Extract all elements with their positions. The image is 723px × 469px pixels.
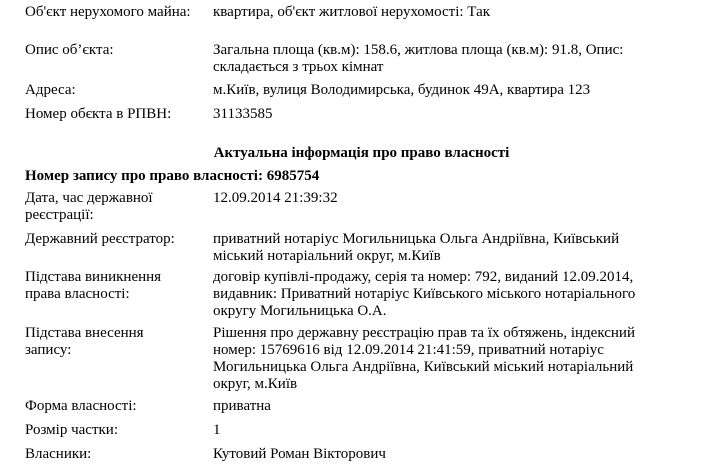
field-value: Рішення про державну реєстрацію прав та їх обтяжень, індексний номер: 15769616 від 12.09.2014 21:41:59, приватний нотаріус Могильницька Ольга Андріївна, Київський міський нотаріальний округ, м.Київ [213, 325, 635, 392]
field-label: Підстава внесення запису: [25, 325, 144, 358]
field-label: Дата, час державної реєстрації: [25, 190, 153, 223]
ownership-section-title: Актуальна інформація про право власності [213, 145, 510, 161]
field-label: Власники: [25, 446, 92, 462]
field-label: Розмір частки: [25, 422, 118, 438]
ownership-record-number: Номер запису про право власності: 6985754 [25, 168, 320, 184]
rpvn-value: 31133585 [213, 106, 273, 122]
field-value: приватний нотаріус Могильницька Ольга Андріївна, Київський міський нотаріальний округ, м.Київ [213, 231, 620, 264]
object-type-label: Об'єкт нерухомого майна: [25, 4, 191, 20]
field-value: Кутовий Роман Вікторович [213, 446, 386, 462]
field-value: 1 [213, 422, 221, 438]
address-value: м.Київ, вулиця Володимирська, будинок 49А, квартира 123 [213, 82, 591, 98]
object-type-value: квартира, об'єкт житлової нерухомості: Так [213, 4, 491, 20]
field-label: Державний реєстратор: [25, 231, 175, 247]
field-label: Підстава виникнення права власності: [25, 269, 162, 302]
object-description-value: Загальна площа (кв.м): 158.6, житлова площа (кв.м): 91.8, Опис: складається з трьох кімнат [213, 42, 624, 75]
field-value: 12.09.2014 21:39:32 [213, 190, 338, 206]
address-label: Адреса: [25, 82, 76, 98]
object-description-label: Опис об’єкта: [25, 42, 114, 58]
rpvn-label: Номер обєкта в РПВН: [25, 106, 172, 122]
field-value: договір купівлі-продажу, серія та номер: 792, виданий 12.09.2014, видавник: Приватний нотаріус Київського міського нотаріального округу Могильницька О.А. [213, 269, 636, 319]
field-value: приватна [213, 398, 271, 414]
field-label: Форма власності: [25, 398, 137, 414]
